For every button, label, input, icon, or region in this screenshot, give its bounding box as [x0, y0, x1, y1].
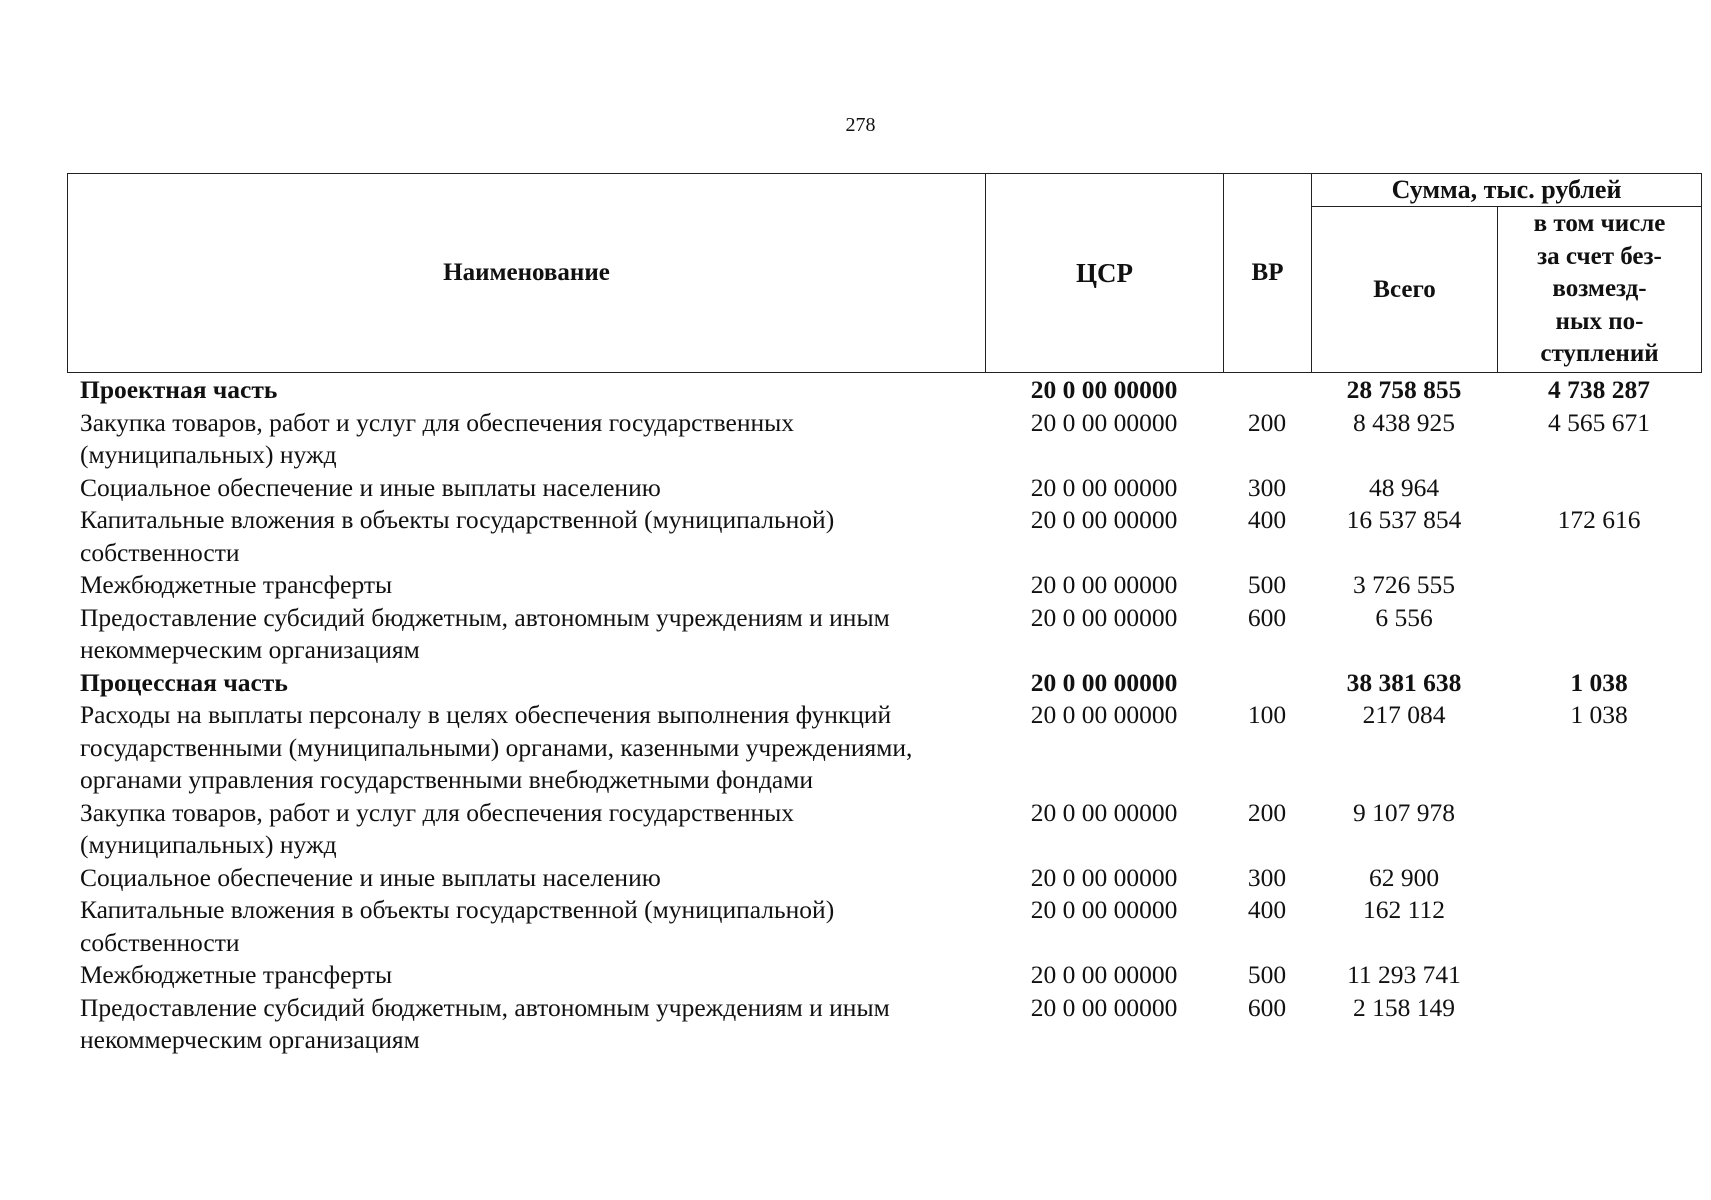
- row-vr: [1223, 667, 1311, 700]
- row-total: 62 900: [1368, 862, 1440, 892]
- table-row: [67, 569, 1701, 602]
- row-csr: 20 0 00 00000: [1030, 797, 1178, 827]
- table-row: [67, 472, 1701, 505]
- header-name: Наименование: [68, 174, 986, 373]
- data-table: [67, 374, 1701, 1057]
- row-csr: 20 0 00 00000: [1030, 667, 1178, 697]
- row-vr: 600: [1247, 602, 1287, 632]
- row-vr: 100: [1247, 700, 1287, 729]
- row-including: [1497, 959, 1701, 992]
- row-name: Межбюджетные трансферты: [80, 570, 393, 599]
- header-including: [1498, 207, 1702, 373]
- row-vr: 400: [1247, 505, 1287, 534]
- row-vr: 300: [1247, 862, 1287, 892]
- header-vr: ВР: [1224, 174, 1312, 373]
- table-row: [67, 992, 1701, 1057]
- row-name: Предоставление субсидий бюджетным, автономным учреждениям и иным некоммерческим организациям: [80, 992, 890, 1054]
- row-csr: 20 0 00 00000: [1030, 960, 1178, 989]
- header-sum: Сумма, тыс. рублей: [1312, 174, 1702, 207]
- row-including: [1497, 992, 1701, 1057]
- header-including-line: ступлений: [1540, 340, 1659, 368]
- row-vr: 300: [1247, 472, 1287, 502]
- row-total: 28 758 855: [1346, 375, 1462, 404]
- table-row: [67, 504, 1701, 569]
- row-total: 16 537 854: [1346, 505, 1462, 534]
- row-total: 38 381 638: [1346, 667, 1462, 697]
- row-name: Межбюджетные трансферты: [80, 960, 393, 989]
- row-name: Предоставление субсидий бюджетным, автономным учреждениям и иным некоммерческим организациям: [80, 602, 890, 664]
- row-including: [1497, 862, 1701, 895]
- row-csr: 20 0 00 00000: [1030, 472, 1178, 502]
- row-name: Капитальные вложения в объекты государственной (муниципальной) собственности: [80, 895, 835, 957]
- data-table-body: [67, 374, 1701, 1057]
- row-csr: 20 0 00 00000: [1030, 602, 1178, 632]
- row-including: 172 616: [1557, 505, 1641, 534]
- row-total: 217 084: [1362, 700, 1446, 729]
- row-csr: 20 0 00 00000: [1030, 862, 1178, 892]
- row-name: Закупка товаров, работ и услуг для обеспечения государственных (муниципальных) нужд: [80, 797, 795, 859]
- header-including-line: ных по-: [1555, 307, 1644, 335]
- row-csr: 20 0 00 00000: [1030, 570, 1178, 599]
- table-row: [67, 374, 1701, 407]
- table-row: [67, 699, 1701, 797]
- row-name: Закупка товаров, работ и услуг для обеспечения государственных (муниципальных) нужд: [80, 407, 795, 469]
- header-including-line: в том числе: [1533, 210, 1666, 238]
- row-including: 1 038: [1570, 667, 1628, 697]
- row-vr: 500: [1247, 570, 1287, 599]
- row-csr: 20 0 00 00000: [1030, 505, 1178, 534]
- row-including: 4 565 671: [1548, 407, 1650, 437]
- row-name: Проектная часть: [80, 375, 278, 404]
- header-total: Всего: [1312, 207, 1498, 373]
- row-name: Социальное обеспечение и иные выплаты населению: [80, 862, 661, 892]
- row-vr: 400: [1247, 895, 1287, 924]
- table-row: [67, 894, 1701, 959]
- row-name: Процессная часть: [80, 667, 288, 697]
- row-including: [1497, 472, 1701, 505]
- row-including: 4 738 287: [1548, 375, 1650, 404]
- row-vr: 200: [1247, 797, 1287, 827]
- table-row: [67, 602, 1701, 667]
- row-name: Расходы на выплаты персоналу в целях обеспечения выполнения функций государственными (муниципальными) органами, казенными учреждениями, органами управления государственными внебюджетными фондами: [80, 700, 913, 794]
- row-total: 162 112: [1363, 895, 1445, 924]
- table-header: [67, 173, 1702, 373]
- row-name: Капитальные вложения в объекты государственной (муниципальной) собственности: [80, 505, 835, 567]
- row-including: [1497, 602, 1701, 667]
- row-csr: 20 0 00 00000: [1030, 700, 1178, 729]
- row-vr: 600: [1247, 992, 1287, 1022]
- row-total: 8 438 925: [1353, 407, 1455, 437]
- row-total: 6 556: [1375, 602, 1433, 632]
- header-csr: ЦСР: [986, 174, 1224, 373]
- row-vr: [1223, 374, 1311, 407]
- row-total: 48 964: [1368, 472, 1440, 502]
- row-including: [1497, 797, 1701, 862]
- row-including: 1 038: [1570, 700, 1628, 729]
- row-csr: 20 0 00 00000: [1030, 895, 1178, 924]
- page-number: 278: [845, 114, 876, 136]
- row-including: [1497, 569, 1701, 602]
- row-csr: 20 0 00 00000: [1030, 992, 1178, 1022]
- table-row: [67, 959, 1701, 992]
- table-row: [67, 862, 1701, 895]
- row-total: 3 726 555: [1353, 570, 1455, 599]
- row-total: 2 158 149: [1353, 992, 1455, 1022]
- row-total: 11 293 741: [1347, 960, 1461, 989]
- row-csr: 20 0 00 00000: [1030, 407, 1178, 437]
- row-total: 9 107 978: [1353, 797, 1455, 827]
- row-name: Социальное обеспечение и иные выплаты населению: [80, 472, 661, 502]
- row-vr: 500: [1247, 960, 1287, 989]
- row-vr: 200: [1247, 407, 1287, 437]
- table-row: [67, 667, 1701, 700]
- row-including: [1497, 894, 1701, 959]
- row-csr: 20 0 00 00000: [1030, 375, 1178, 404]
- header-including-line: за счет без-: [1537, 242, 1662, 270]
- table-row: [67, 407, 1701, 472]
- table-row: [67, 797, 1701, 862]
- header-including-line: возмезд-: [1552, 275, 1647, 303]
